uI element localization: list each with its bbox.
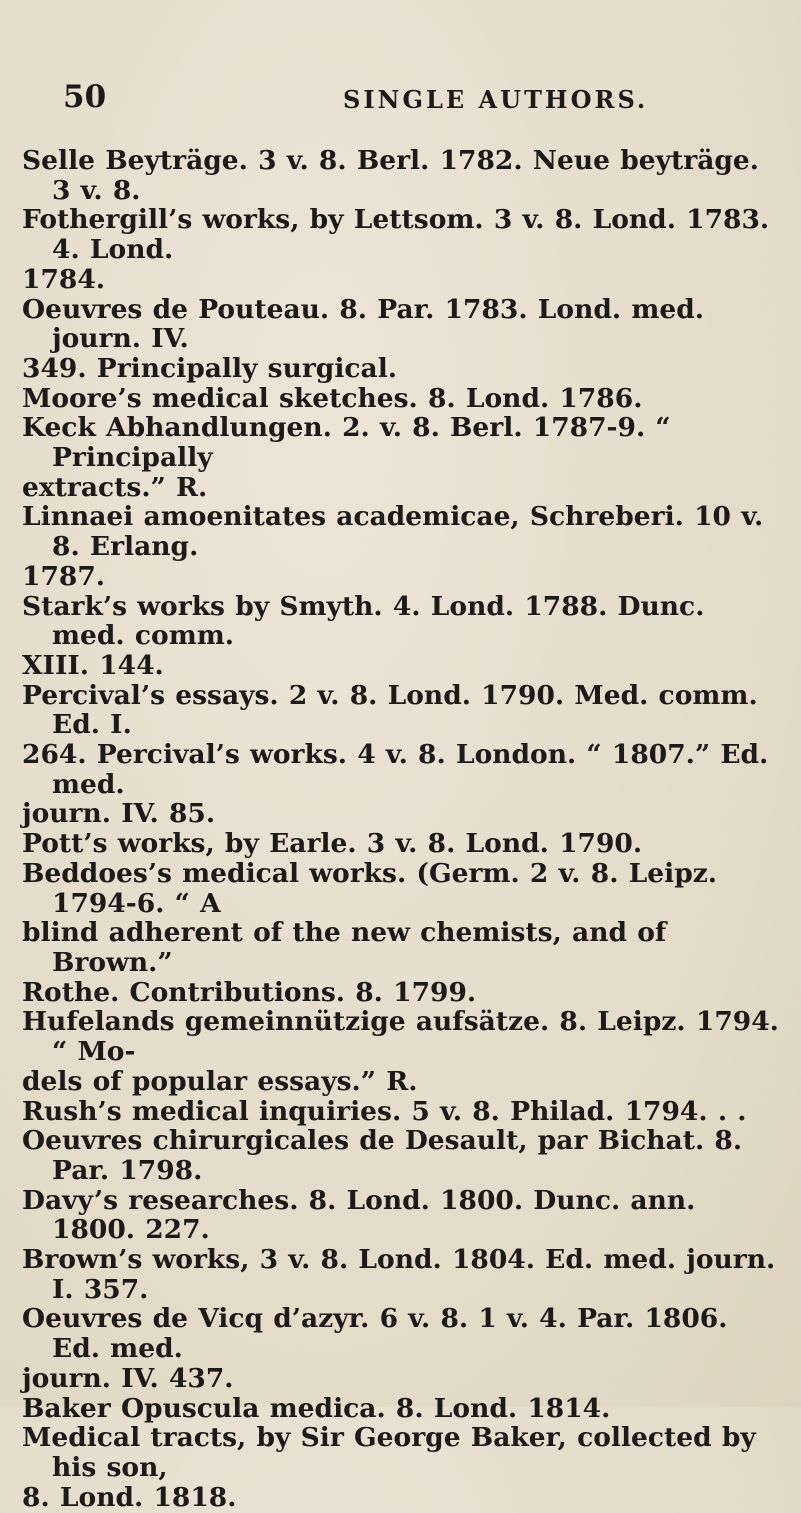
bibliography-entry (22, 413, 784, 502)
bibliography-entry (22, 1423, 784, 1512)
entry-line: Pott’s works, by Earle. 3 v. 8. Lond. 1790. (22, 828, 643, 860)
entry-line: 264. Percival’s works. 4 v. 8. London. “ 1807.” Ed. med. (22, 739, 769, 800)
entry-line: Linnaei amoenitates academicae, Schreberi. 10 v. 8. Erlang. (22, 501, 764, 563)
entry-line: Percival’s essays. 2 v. 8. Lond. 1790. Med. comm. Ed. I. (22, 679, 758, 741)
entry-line: Fothergill’s works, by Lettsom. 3 v. 8. Lond. 1783. 4. Lond. (22, 204, 770, 266)
entry-line: Davy’s researches. 8. Lond. 1800. Dunc. ann. 1800. 227. (22, 1184, 696, 1246)
entry-line: Baker Opuscula medica. 8. Lond. 1814. (22, 1392, 611, 1424)
entry-line: Oeuvres chirurgicales de Desault, par Bichat. 8. Par. 1798. (22, 1125, 743, 1186)
entry-line: XIII. 144. (22, 649, 164, 681)
entry-line: dels of popular essays.” R. (22, 1065, 418, 1097)
entry-line: blind adherent of the new chemists, and of Brown.” (22, 917, 667, 978)
entry-line: Brown’s works, 3 v. 8. Lond. 1804. Ed. med. journ. I. 357. (22, 1244, 776, 1305)
bibliography-entry (22, 1245, 784, 1304)
entry-line: Beddoes’s medical works. (Germ. 2 v. 8. Leipz. 1794-6. “ A (22, 857, 718, 919)
bibliography-entry (22, 502, 784, 591)
entry-line: Rothe. Contributions. 8. 1799. (22, 976, 477, 1008)
bibliography-entry (22, 1304, 784, 1393)
bibliography-entry (22, 859, 784, 1008)
bibliography-entry (22, 384, 784, 414)
entry-line: Keck Abhandlungen. 2. v. 8. Berl. 1787-9. “ Principally (22, 412, 671, 474)
entry-line: Rush’s medical inquiries. 5 v. 8. Philad. 1794. . . (22, 1095, 747, 1127)
running-head (63, 79, 763, 115)
entry-line: Stark’s works by Smyth. 4. Lond. 1788. Dunc. med. comm. (22, 590, 705, 652)
entry-line: Hufelands gemeinnützige aufsätze. 8. Leipz. 1794. “ Mo- (22, 1006, 779, 1068)
bibliography-entry (22, 1186, 784, 1245)
bibliography-entry (22, 295, 784, 384)
bibliography-entry (22, 1126, 784, 1185)
bibliography-entry (22, 1394, 784, 1424)
bibliography-entry (22, 1097, 784, 1127)
entry-line: Moore’s medical sketches. 8. Lond. 1786. (22, 382, 643, 414)
bibliography-entry (22, 681, 784, 830)
entry-line: Medical tracts, by Sir George Baker, collected by his son, (22, 1422, 756, 1483)
entry-line: 1787. (22, 560, 105, 592)
entry-line: 8. Lond. 1818. (22, 1481, 237, 1513)
entry-line: Oeuvres de Pouteau. 8. Par. 1783. Lond. med. journ. IV. (22, 293, 705, 355)
page-number: 50 (63, 79, 107, 115)
entry-line: journ. IV. 85. (22, 798, 216, 830)
bibliography-entry (22, 205, 784, 294)
bibliography-entry (22, 146, 784, 205)
entry-line: Oeuvres de Vicq d’azyr. 6 v. 8. 1 v. 4. Par. 1806. Ed. med. (22, 1303, 728, 1365)
entry-line: journ. IV. 437. (22, 1362, 234, 1394)
bibliography-entry (22, 829, 784, 859)
entry-line: 1784. (22, 263, 105, 295)
entry-line: 349. Principally surgical. (22, 352, 397, 384)
bibliography-entry (22, 1007, 784, 1096)
running-head-title: SINGLE AUTHORS. (343, 85, 649, 114)
bibliography-list (22, 146, 784, 1512)
bibliography-entry (22, 592, 784, 681)
entry-line: Selle Beyträge. 3 v. 8. Berl. 1782. Neue beyträge. 3 v. 8. (22, 145, 759, 206)
entry-line: extracts.” R. (22, 471, 208, 503)
